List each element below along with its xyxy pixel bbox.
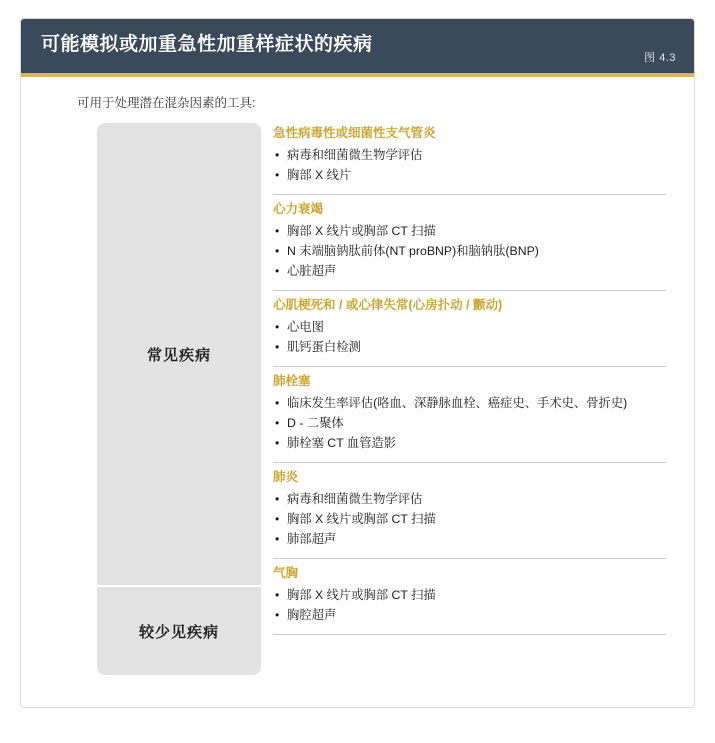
condition-title: 气胸 [273, 565, 299, 580]
condition-items [273, 146, 666, 185]
list-item: • 胸部 X 线片或胸部 CT 扫描 [273, 222, 666, 241]
list-item: • 胸部 X 线片 [273, 166, 666, 185]
list-item: • 肺栓塞 CT 血管造影 [273, 434, 666, 453]
list-item: • 心脏超声 [273, 262, 666, 281]
condition-title: 肺炎 [273, 469, 299, 484]
list-item: • 病毒和细菌微生物学评估 [273, 490, 666, 509]
condition-title: 心肌梗死和 / 或心律失常(心房扑动 / 颤动) [273, 297, 503, 312]
list-item: • 肌钙蛋白检测 [273, 338, 666, 357]
condition-items [273, 394, 666, 453]
condition-block [273, 559, 666, 635]
list-item: • N 末端脑钠肽前体(NT proBNP)和脑钠肽(BNP) [273, 242, 666, 261]
condition-items [273, 222, 666, 281]
category-less-common-label: 较少见疾病 [138, 623, 219, 641]
page-title: 可能模拟或加重急性加重样症状的疾病 [41, 34, 373, 55]
figure-header [21, 19, 694, 73]
tools-label: 可用于处理潜在混杂因素的工具: [77, 96, 256, 110]
condition-grid [97, 123, 666, 675]
condition-block [273, 463, 666, 559]
list-item: • 胸部 X 线片或胸部 CT 扫描 [273, 586, 666, 605]
list-item: • 肺部超声 [273, 530, 666, 549]
category-common-label: 常见疾病 [146, 346, 211, 364]
condition-column [261, 123, 666, 675]
condition-title: 急性病毒性或细菌性支气管炎 [273, 126, 436, 140]
figure-body [21, 77, 694, 685]
category-less-common [97, 585, 261, 675]
condition-block [273, 123, 666, 195]
category-column [97, 123, 261, 675]
list-item: • 病毒和细菌微生物学评估 [273, 146, 666, 165]
list-item: • 胸部 X 线片或胸部 CT 扫描 [273, 510, 666, 529]
condition-block [273, 367, 666, 463]
figure-number: 图 4.3 [644, 52, 676, 64]
condition-items [273, 318, 666, 357]
list-item: • 胸腔超声 [273, 606, 666, 625]
list-item: • D - 二聚体 [273, 414, 666, 433]
figure-card [20, 18, 695, 708]
list-item: • 临床发生率评估(咯血、深静脉血栓、癌症史、手术史、骨折史) [273, 394, 666, 413]
condition-title: 心力衰竭 [273, 201, 324, 216]
condition-items [273, 586, 666, 625]
condition-block [273, 195, 666, 291]
condition-block [273, 291, 666, 367]
list-item: • 心电图 [273, 318, 666, 337]
condition-items [273, 490, 666, 549]
category-common [97, 123, 261, 585]
condition-title: 肺栓塞 [273, 373, 311, 388]
